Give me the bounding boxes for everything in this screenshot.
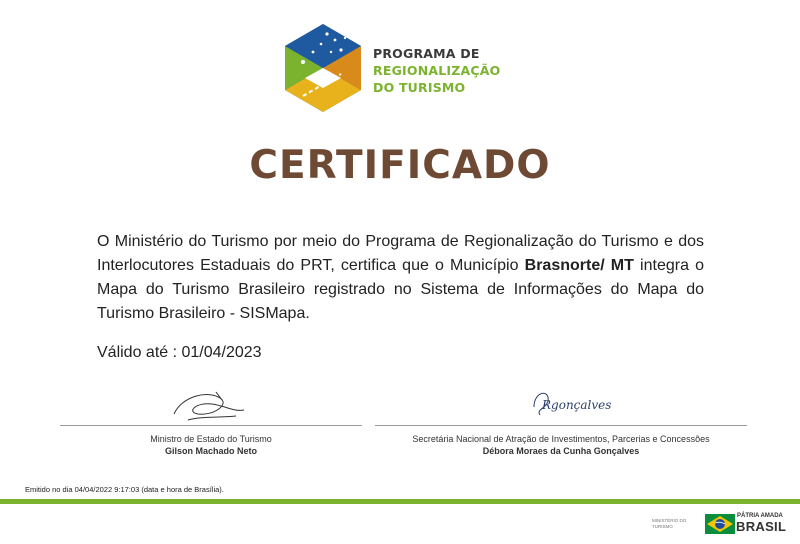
signature-line-right — [375, 425, 747, 426]
validity-date: Válido até : 01/04/2023 — [97, 344, 262, 361]
ministry-line-2: TURISMO — [652, 524, 673, 529]
logo-line-1: PROGRAMA DE — [373, 46, 480, 61]
municipality-name: Brasnorte/ MT — [524, 257, 634, 274]
signature-left-icon — [168, 386, 250, 426]
body-part-1: O Ministério do Turismo por meio do Programa de Regionalização do Turismo e dos Interlocutores Estaduais do PRT, certifica que o Município — [97, 233, 704, 274]
body-part-2: integra o Mapa do Turismo Brasileiro registrado no Sistema de Informações do Mapa do Turismo Brasileiro - SISMapa. — [97, 257, 704, 322]
emission-timestamp: Emitido no dia 04/04/2022 9:17:03 (data e hora de Brasília). — [25, 485, 224, 494]
logo-line-2: REGIONALIZAÇÃO — [373, 63, 501, 78]
left-signer-role: Ministro de Estado do Turismo — [150, 434, 272, 444]
signature-caption-right — [375, 433, 747, 457]
left-signer-name: Gilson Machado Neto — [164, 446, 257, 456]
right-signature-text: Rgonçalves — [542, 398, 612, 412]
right-signer-role: Secretária Nacional de Atração de Investimentos, Parcerias e Concessões — [412, 434, 710, 444]
program-logo-icon — [283, 22, 363, 114]
certificate-body — [97, 230, 704, 326]
brasil-text: BRASIL — [736, 519, 787, 534]
signature-caption-left — [60, 433, 362, 457]
brasil-flag-icon — [705, 514, 735, 534]
signature-line-left — [60, 425, 362, 426]
ministry-logo-text — [652, 518, 686, 530]
ministry-line-1: MINISTÉRIO DO — [652, 518, 687, 523]
signature-right-icon — [528, 385, 616, 421]
logo-line-3: DO TURISMO — [373, 80, 466, 95]
program-logo-text — [373, 45, 500, 96]
certificate-title: CERTIFICADO — [249, 143, 551, 188]
patria-amada-text: PÁTRIA AMADA — [737, 513, 783, 519]
right-signer-name: Débora Moraes da Cunha Gonçalves — [482, 446, 640, 456]
